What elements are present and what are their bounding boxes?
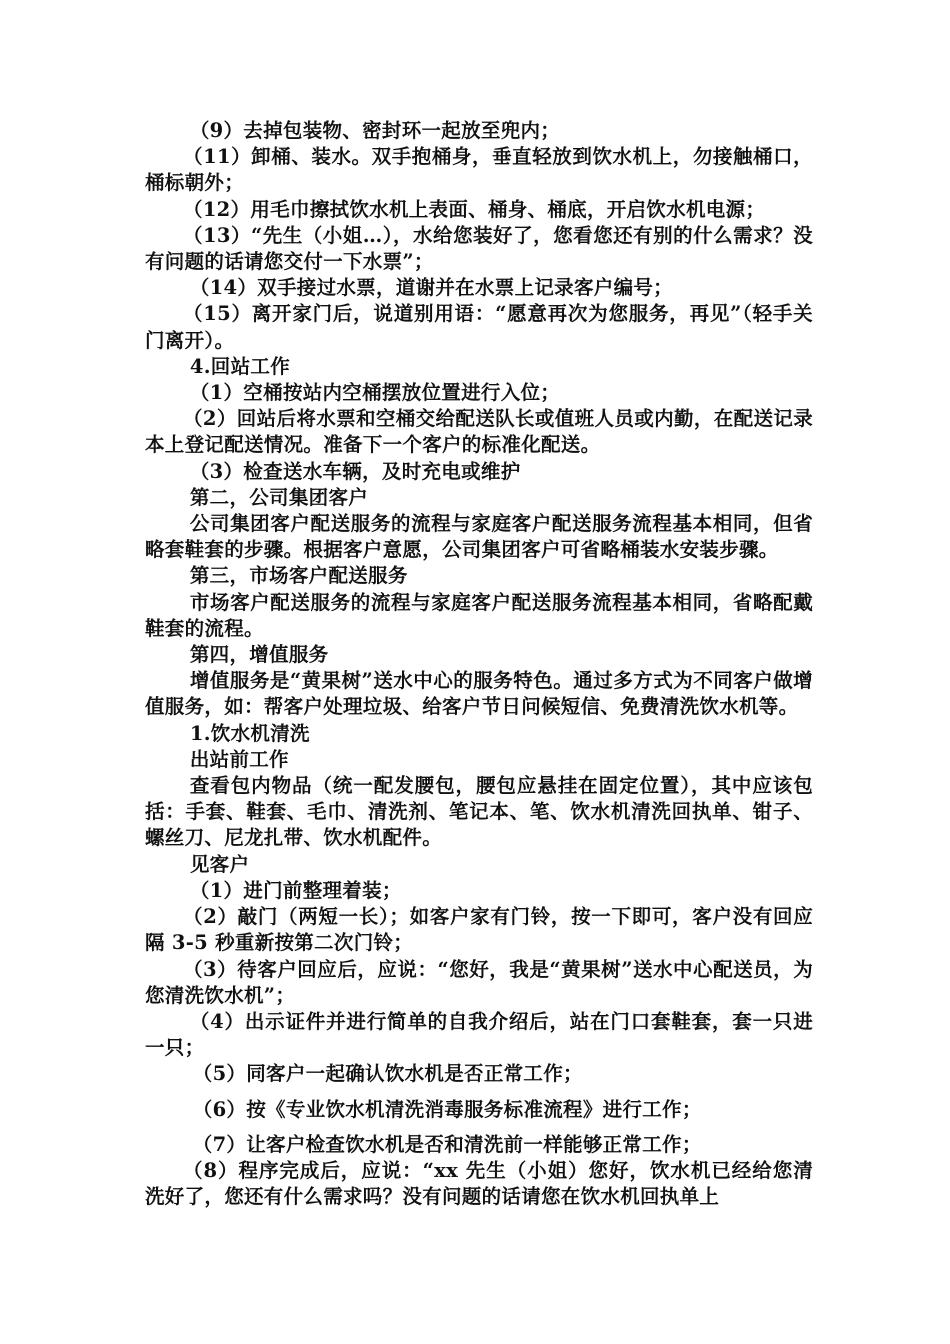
heading-pre-departure: 出站前工作 (189, 747, 289, 771)
paragraph-meet-1: （1）进门前整理着装； (189, 878, 402, 902)
paragraph-step-13: （13）“先生（小姐…），水给您装好了，您看您还有别的什么需求？没有问题的话请您交付一下水票”； (145, 223, 813, 274)
paragraph-meet-4: （4）出示证件并进行简单的自我介绍后，站在门口套鞋套，套一只进一只； (145, 1009, 813, 1060)
paragraph-meet-3: （3）待客户回应后，应说：“您好，我是“黄果树”送水中心配送员，为您清洗饮水机”； (145, 957, 813, 1007)
standard-process-title: 《专业饮水机清洗消毒服务标准流程》 (266, 1097, 603, 1121)
paragraph-return-3: （3）检查送水车辆，及时充电或维护 (189, 459, 521, 483)
paragraph-meet-8: （8）程序完成后，应说：“xx 先生（小姐）您好，饮水机已经给您清洗好了，您还有什么需求吗？没有问题的话请您在饮水机回执单上 (145, 1158, 813, 1209)
paragraph-step-15: （15）离开家门后，说道别用语：“愿意再次为您服务，再见”（轻手关门离开）。 (145, 302, 813, 352)
paragraph-step-14: （14）双手接过水票，道谢并在水票上记录客户编号； (189, 276, 673, 300)
heading-return-station: 4.回站工作 (189, 354, 291, 378)
heading-value-added: 第四，增值服务 (189, 643, 329, 667)
paragraph-step-9: （9）去掉包装物、密封环一起放至兜内； (189, 119, 561, 142)
paragraph-meet-2: （2）敲门（两短一长）；如客户家有门铃，按一下即可，客户没有回应隔 3-5 秒重新按第二次门铃； (145, 905, 813, 955)
paragraph-step-11: （11）卸桶、装水。双手抱桶身，垂直轻放到饮水机上，勿接触桶口，桶标朝外； (145, 145, 813, 195)
paragraph-meet-6-prefix: （6）按 (192, 1097, 267, 1121)
heading-meet-client: 见客户 (189, 852, 250, 876)
document-page (145, 118, 813, 1210)
paragraph-meet-7: （7）让客户检查饮水机是否和清洗前一样能够正常工作； (192, 1132, 702, 1156)
heading-market-clients: 第三，市场客户配送服务 (189, 564, 408, 588)
paragraph-market-clients: 市场客户配送服务的流程与家庭客户配送服务流程基本相同，省略配戴鞋套的流程。 (145, 590, 813, 640)
paragraph-value-added: 增值服务是“黄果树”送水中心的服务特色。通过多方式为不同客户做增值服务，如：帮客户处理垃圾、给客户节日问候短信、免费清洗饮水机等。 (145, 669, 813, 719)
paragraph-meet-6-suffix: 进行工作； (602, 1097, 702, 1121)
paragraph-return-2: （2）回站后将水票和空桶交给配送队长或值班人员或内勤，在配送记录本上登记配送情况。准备下一个客户的标准化配送。 (145, 407, 813, 457)
paragraph-pre-departure: 查看包内物品（统一配发腰包，腰包应悬挂在固定位置），其中应该包括：手套、鞋套、毛巾、清洗剂、笔记本、笔、饮水机清洗回执单、钳子、螺丝刀、尼龙扎带、饮水机配件。 (145, 774, 813, 850)
paragraph-return-1: （1）空桶按站内空桶摆放位置进行入位； (189, 381, 561, 405)
paragraph-meet-6 (145, 1097, 813, 1123)
paragraph-meet-5: （5）同客户一起确认饮水机是否正常工作； (192, 1062, 583, 1086)
paragraph-corporate-clients: 公司集团客户配送服务的流程与家庭客户配送服务流程基本相同，但省略套鞋套的步骤。根据客户意愿，公司集团客户可省略桶装水安装步骤。 (145, 512, 813, 562)
heading-corporate-clients: 第二，公司集团客户 (189, 485, 369, 509)
paragraph-step-12: （12）用毛巾擦拭饮水机上表面、桶身、桶底，开启饮水机电源； (183, 197, 766, 221)
heading-dispenser-cleaning: 1.饮水机清洗 (189, 721, 310, 745)
